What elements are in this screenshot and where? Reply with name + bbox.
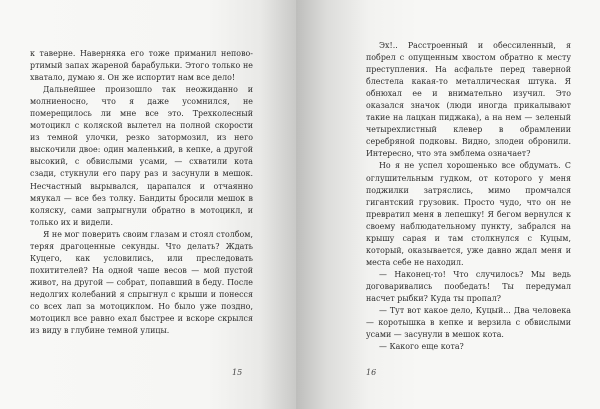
paragraph: Эх!.. Расстроенный и обессиленный, я побрел с опущенным хвостом обратно к месту преступления. На асфальте перед таверной блестела какая-то металлическая штука. Я обнюхал ее и внимательно изучил. Это оказался значок (люди иногда прикалывают такие на лацкан пиджака), а на нем — зеленый четырехлистный клевер в обрамлении серебряной подковы. Видно, злодеи обронили. Интересно, что эта эмблема означает? xyxy=(366,41,571,159)
page-number: 15 xyxy=(232,368,243,377)
page-number: 16 xyxy=(366,368,377,377)
left-page-text xyxy=(30,48,253,337)
left-page xyxy=(0,0,296,409)
paragraph: Но я не успел хорошенько все обдумать. С оглушительным гудком, от которого у меня поджилки затряслись, мимо промчался гигантский грузовик. Просто чудо, что он не превратил меня в лепешку! Я бегом вернулся к своему наблюдательному пункту, забрался на крышу сарая и там столкнулся с Куцым, который, оказывается, уже давно ждал меня и места себе не находил. xyxy=(366,161,571,267)
dialogue-line: — Какого еще кота? xyxy=(379,342,464,352)
paragraph: к таверне. Наверняка его тоже приманил непово-ртимый запах жареной барабульки. Этого только не хватало, думаю я. Он же испортит нам все дело! xyxy=(30,49,253,83)
paragraph: Дальнейшее произошло так неожиданно и молниеносно, что я даже усомнился, не померещилось ли мне все это. Трехколесный мотоцикл с коляской вылетел на полной скорости из темной улочки, резко затормозил, из него выскочили двое: один маленький, в кепке, а другой высокий, с обвислыми усами, — схватили кота сзади, стукнули его пару раз и засунули в мешок. Несчастный вырывался, царапался и отчаянно мяукал — все без толку. Бандиты бросили мешок в коляску, сами запрыгнули обратно в мотоцикл, и только их и видели. xyxy=(30,85,253,227)
right-page xyxy=(296,0,600,409)
right-page-text xyxy=(366,40,571,353)
dialogue-line: — Наконец-то! Что случилось? Мы ведь договаривались пообедать! Ты передумал насчет рыбки? Куда ты пропал? xyxy=(366,269,571,303)
dialogue-line: — Тут вот какое дело, Куцый... Два человека — коротышка в кепке и верзила с обвислыми усами — засунули в мешок кота. xyxy=(366,306,571,340)
paragraph: Я не мог поверить своим глазам и стоял столбом, теряя драгоценные секунды. Что делать? Ждать Куцего, как условились, или преследовать похитителей? На одной чаше весов — мой пустой живот, на другой — собрат, попавший в беду. После недолгих колебаний я спрыгнул с крыши и понесся со всех лап за мотоциклом. Но было уже поздно, мотоцикл все равно ехал быстрее и вскоре скрылся из виду в глубине темной улицы. xyxy=(30,229,253,336)
